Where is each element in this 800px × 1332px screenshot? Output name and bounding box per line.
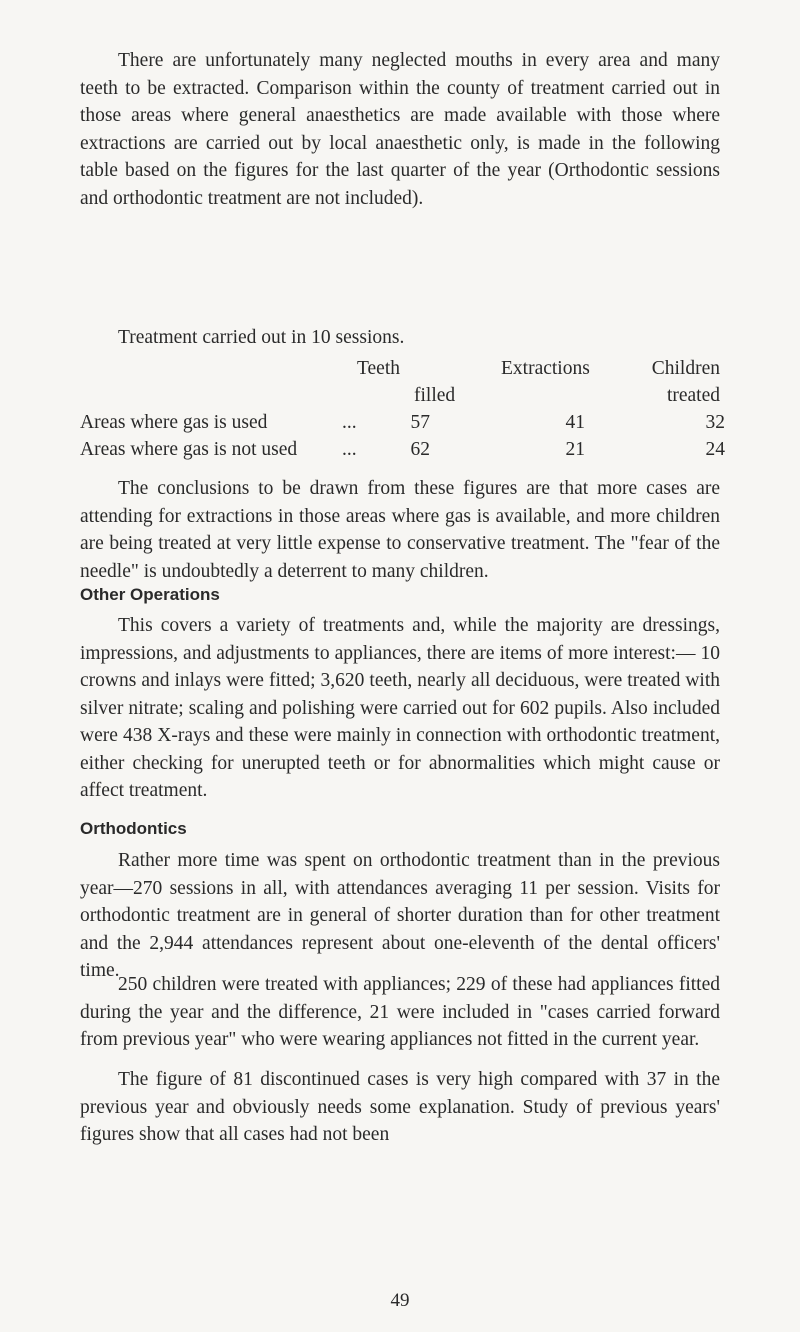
orthodontics-heading: Orthodontics (80, 819, 187, 838)
cell-children-treated: 32 (705, 412, 725, 433)
other-operations-heading: Other Operations (80, 585, 220, 604)
orthodontics-paragraph-3: The figure of 81 discontinued cases is very high compared with 37 in the previous year and obviously needs some explanation. Study of previous years' figures show that all cases had not been (80, 1069, 720, 1145)
cell-extractions: 21 (565, 439, 585, 460)
cell-extractions: 41 (565, 412, 585, 433)
page-number: 49 (390, 1290, 410, 1311)
header-filled: filled (414, 385, 456, 406)
header-treated: treated (666, 385, 720, 406)
row-leader-dots: ... (342, 439, 357, 460)
orthodontics-paragraph-1: Rather more time was spent on orthodontic treatment than in the previous year—270 sessions in all, with attendances averaging 11 per session. Visits for orthodontic treatment are in general of shorter duration than for other treatment and the 2,944 attendances represent about one-eleventh of the dental officers' time. (80, 850, 720, 981)
other-operations-paragraph: This covers a variety of treatments and, while the majority are dressings, impressions, and adjustments to appliances, there are items of more interest:— 10 crowns and inlays were fitted; 3,620 teeth, nearly all deciduous, were treated with silver nitrate; scaling and polishing were carried out for 602 pupils. Also included were 438 X-rays and these were mainly in connection with orthodontic treatment, either checking for unerupted teeth or for abnormalities which might cause or affect treatment. (80, 615, 720, 801)
header-teeth-filled (300, 356, 400, 381)
row-label: Areas where gas is used (80, 412, 268, 433)
cell-children-treated: 24 (705, 439, 725, 460)
header-children: Children (651, 358, 720, 379)
row-label: Areas where gas is not used (80, 439, 298, 460)
header-extractions: Extractions (501, 358, 590, 379)
intro-paragraph: There are unfortunately many neglected mouths in every area and many teeth to be extracted. Comparison within the county of treatment carried out in those areas where general anaesthetics are made available with those where extractions are carried out by local anaesthetic only, is made in the following table based on the figures for the last quarter of the year (Orthodontic sessions and orthodontic treatment are not included). (80, 50, 720, 209)
table-caption: Treatment carried out in 10 sessions. (118, 327, 405, 348)
orthodontics-paragraph-2: 250 children were treated with appliances; 229 of these had appliances fitted during the year and the difference, 21 were included in "cases carried forward from previous year" who were wearing appliances not fitted in the current year. (80, 974, 720, 1050)
cell-teeth-filled: 62 (410, 439, 430, 460)
cell-teeth-filled: 57 (410, 412, 430, 433)
row-leader-dots: ... (342, 412, 357, 433)
header-teeth-line1: Teeth (356, 358, 400, 379)
conclusions-paragraph: The conclusions to be drawn from these figures are that more cases are attending for extractions in those areas where gas is available, and more children are being treated at very little expense to conservative treatment. The "fear of the needle" is undoubtedly a deterrent to many children. (80, 478, 720, 582)
